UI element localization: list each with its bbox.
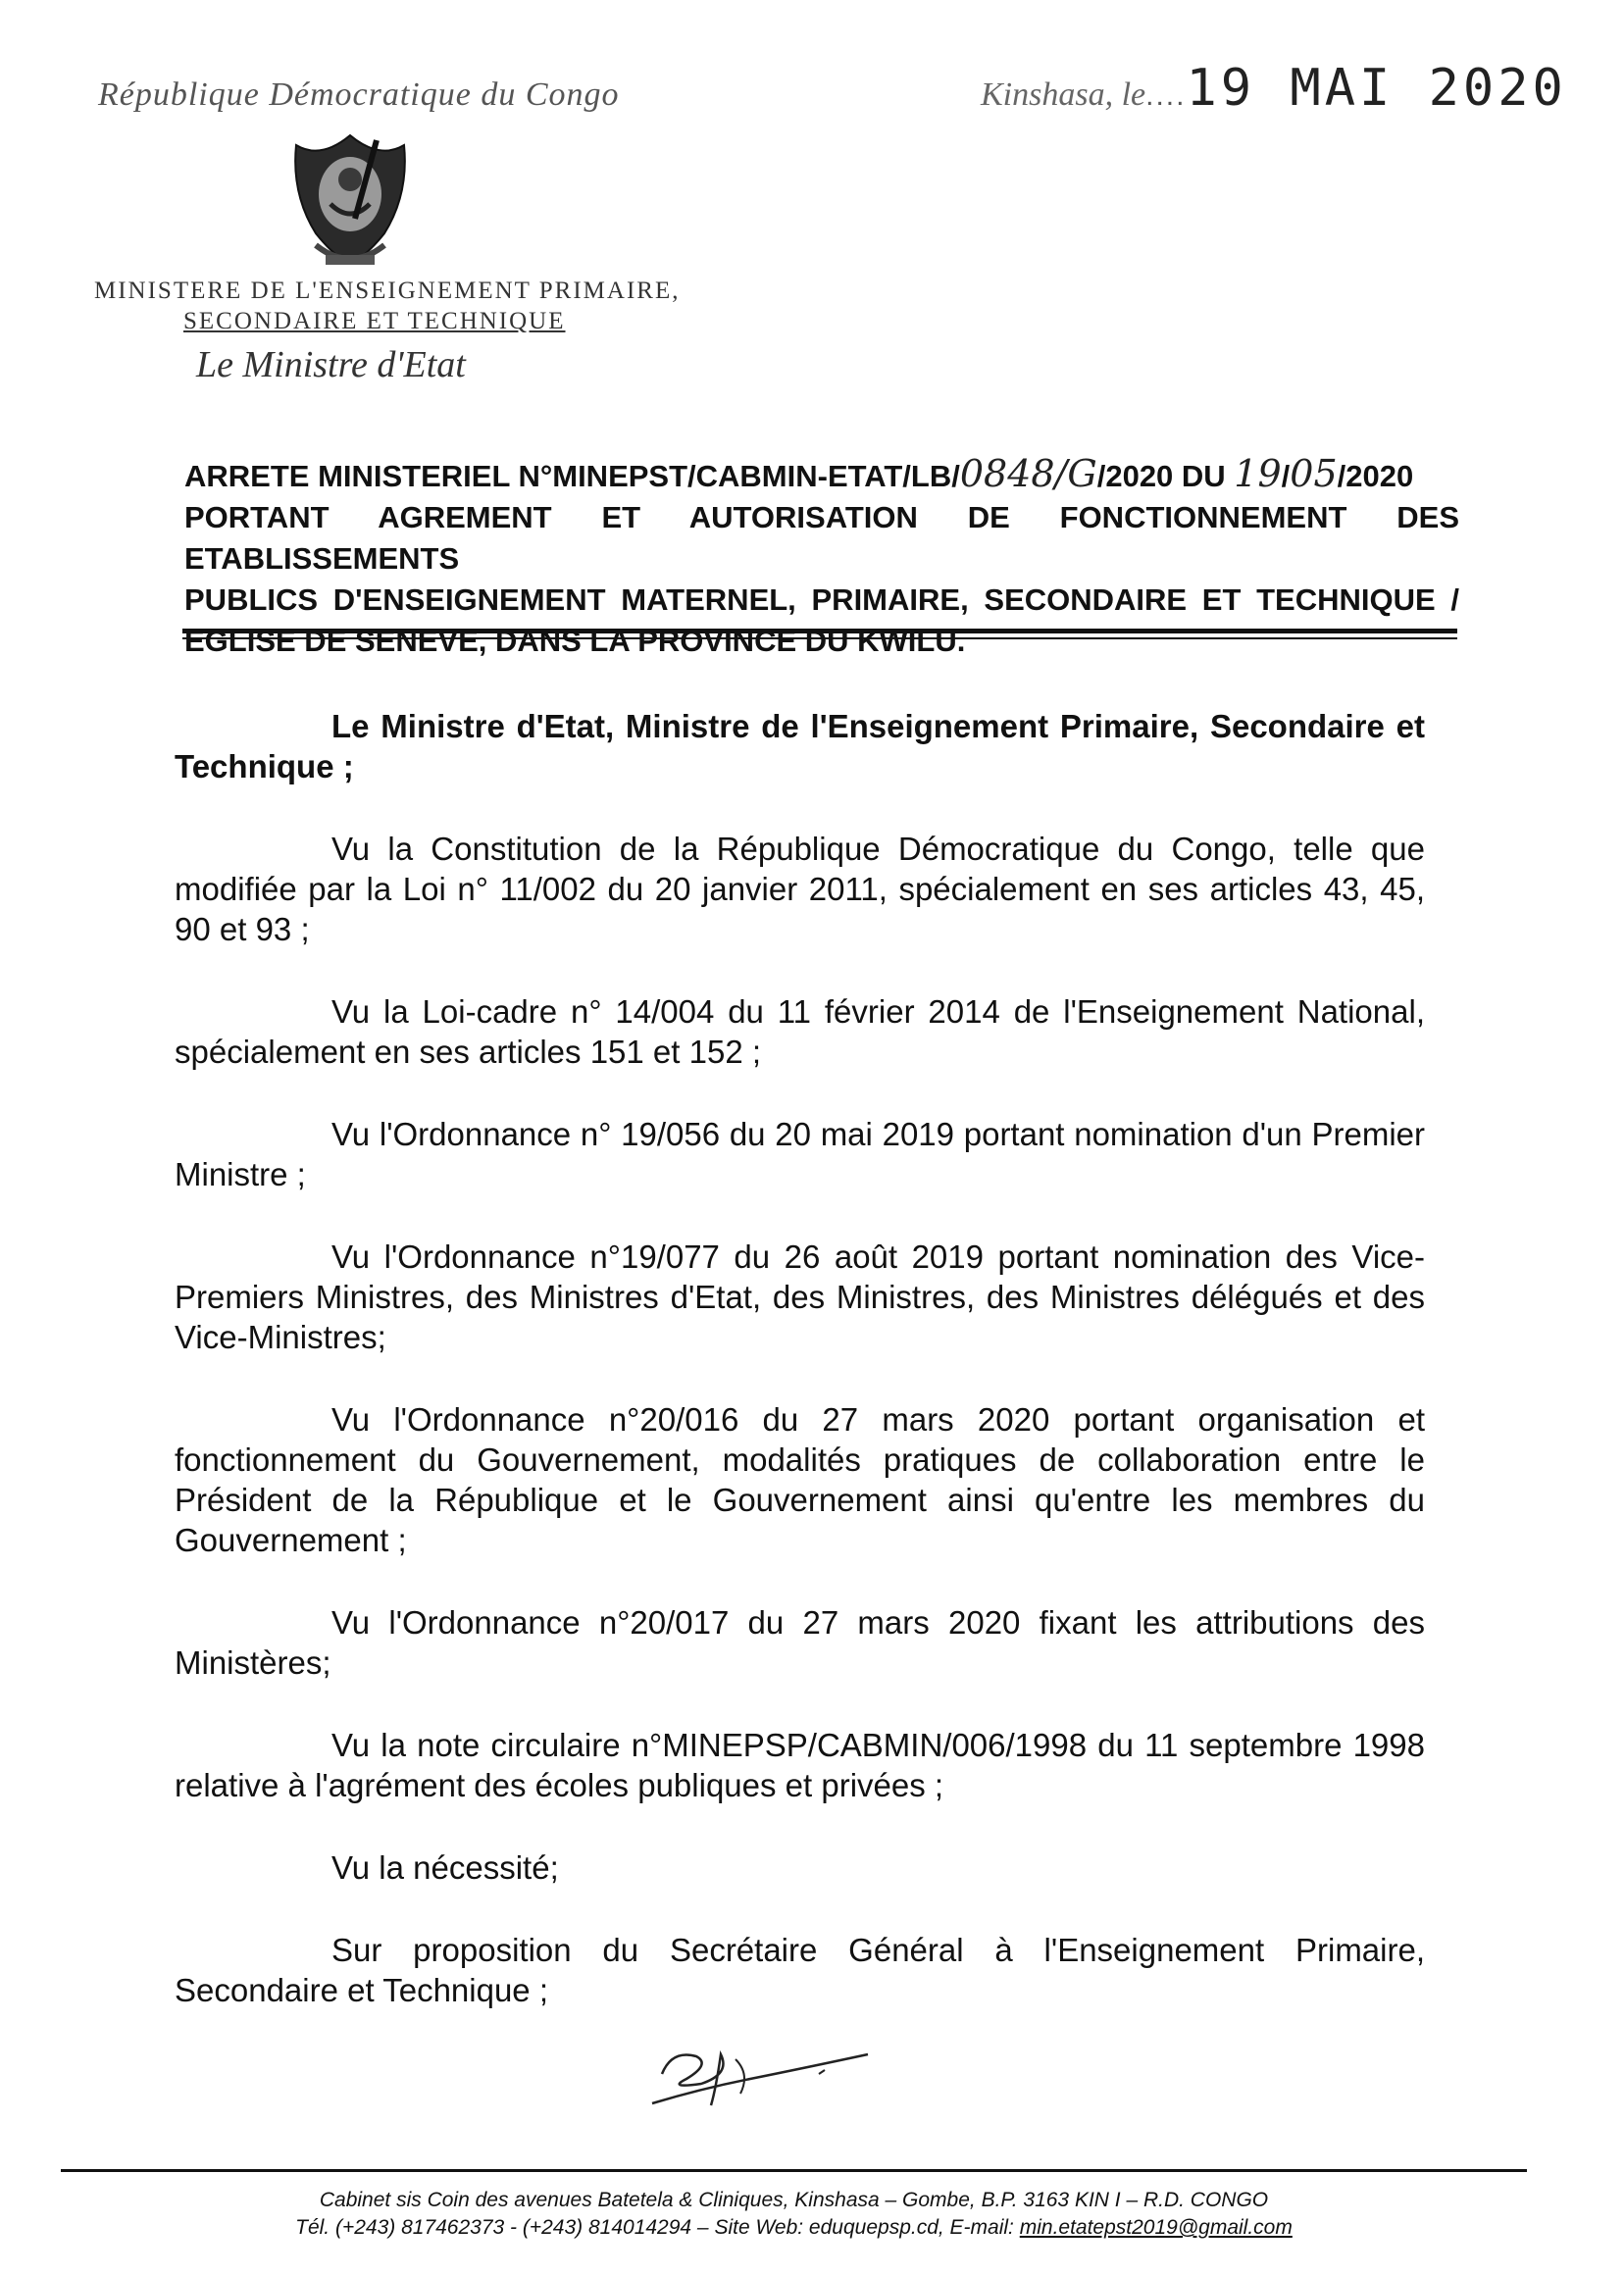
title-rule-thick (182, 629, 1457, 633)
footer (61, 2187, 1527, 2242)
title-line-1 (184, 453, 1459, 497)
decree-reference-prefix: ARRETE MINISTERIEL N°MINEPST/CABMIN-ETAT/LB/ (184, 459, 960, 493)
handwritten-decree-number: 0848/G (959, 452, 1097, 495)
footer-contacts (61, 2214, 1527, 2242)
considerant-paragraph: Vu la nécessité; (331, 1849, 559, 1886)
title-line-4: EGLISE DE SENEVE, DANS LA PROVINCE DU KWILU. (184, 624, 966, 658)
minister-intro: Le Ministre d'Etat, Ministre de l'Enseignement Primaire, Secondaire et Technique ; (175, 708, 1425, 784)
date-separator: / (1281, 459, 1291, 493)
footer-rule (61, 2169, 1527, 2172)
handwritten-month: 05 (1290, 452, 1338, 495)
decree-reference-mid: /2020 DU (1096, 459, 1235, 493)
considerant-paragraph: Vu la note circulaire n°MINEPSP/CABMIN/006/1998 du 11 septembre 1998 relative à l'agrément des écoles publiques et privées ; (175, 1727, 1425, 1803)
considerant-paragraph: Vu la Constitution de la République Démocratique du Congo, telle que modifiée par la Loi n° 11/002 du 20 janvier 2011, spécialement en ses articles 43, 45, 90 et 93 ; (175, 831, 1425, 947)
republic-name: République Démocratique du Congo (98, 76, 620, 113)
minister-title: Le Ministre d'Etat (196, 344, 466, 385)
considerant-paragraph: Vu la Loi-cadre n° 14/004 du 11 février 2014 de l'Enseignement National, spécialement en ses articles 151 et 152 ; (175, 993, 1425, 1070)
footer-address: Cabinet sis Coin des avenues Batetela & Cliniques, Kinshasa – Gombe, B.P. 3163 KIN I – R.D. CONGO (319, 2189, 1269, 2211)
footer-email-link[interactable]: min.etatepst2019@gmail.com (1019, 2216, 1293, 2239)
considerant-paragraph: Vu l'Ordonnance n°19/077 du 26 août 2019 portant nomination des Vice-Premiers Ministres, des Ministres d'Etat, des Ministres, des Ministres délégués et des Vice-Ministres; (175, 1239, 1425, 1355)
place-label: Kinshasa, le (981, 76, 1146, 113)
considerant-paragraph: Vu l'Ordonnance n°20/016 du 27 mars 2020 portant organisation et fonctionnement du Gouvernement, modalités pratiques de collaboration entre le Président de la République et le Gouvernement ainsi qu'entre les membres du Gouvernement ; (175, 1401, 1425, 1558)
place-dots: .... (1145, 79, 1187, 112)
ministry-name-line1: MINISTERE DE L'ENSEIGNEMENT PRIMAIRE, (94, 278, 681, 304)
handwritten-initials-signature (642, 2035, 878, 2113)
considerant-paragraph: Vu l'Ordonnance n° 19/056 du 20 mai 2019 portant nomination d'un Premier Ministre ; (175, 1116, 1425, 1192)
title-rule-thin (182, 637, 1457, 639)
ministry-name-line2: SECONDAIRE ET TECHNIQUE (183, 308, 566, 334)
considerant-paragraph: Sur proposition du Secrétaire Général à l'Enseignement Primaire, Secondaire et Technique ; (175, 1932, 1425, 2008)
handwritten-day: 19 (1234, 452, 1282, 495)
date-stamp: 19 MAI 2020 (1186, 59, 1567, 118)
decree-body (175, 706, 1425, 2052)
coat-of-arms-emblem (286, 126, 414, 273)
considerant-paragraph: Vu l'Ordonnance n°20/017 du 27 mars 2020 fixant les attributions des Ministères; (175, 1604, 1425, 1681)
title-line-3: PUBLICS D'ENSEIGNEMENT MATERNEL, PRIMAIRE, SECONDAIRE ET TECHNIQUE / (184, 582, 1459, 617)
place-date (981, 59, 1567, 118)
title-line-2: PORTANT AGREMENT ET AUTORISATION DE FONCTIONNEMENT DES ETABLISSEMENTS (184, 500, 1459, 576)
footer-phones-website: Tél. (+243) 817462373 - (+243) 814014294 – Site Web: eduquepsp.cd, E-mail: (295, 2216, 1020, 2239)
decree-year-suffix: /2020 (1337, 459, 1414, 493)
